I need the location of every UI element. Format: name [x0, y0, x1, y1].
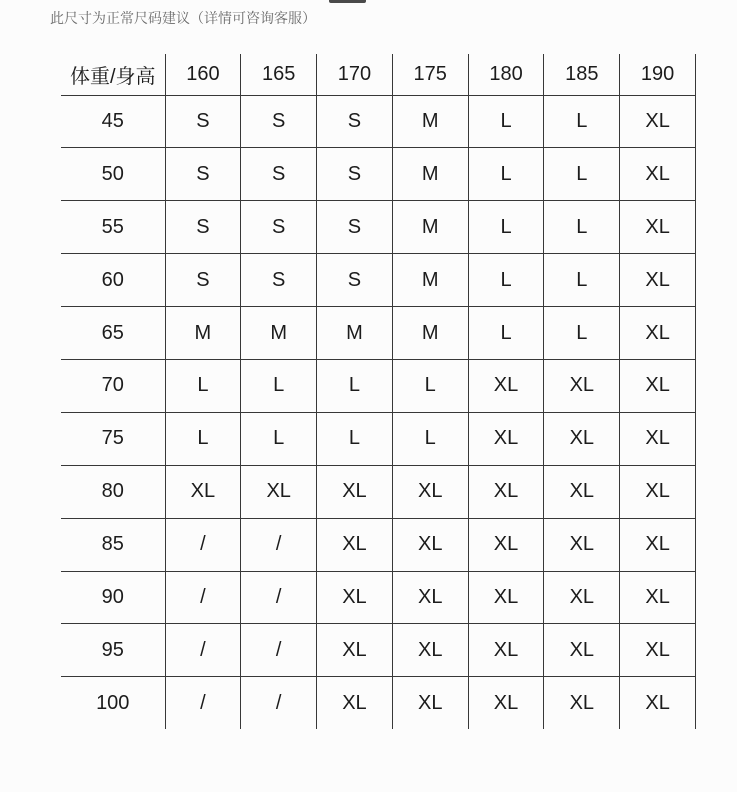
size-cell: XL: [317, 571, 393, 624]
size-cell: XL: [620, 254, 696, 307]
size-cell: XL: [317, 677, 393, 729]
size-cell: M: [392, 95, 468, 148]
weight-label-cell: 85: [61, 518, 165, 571]
size-cell: L: [241, 412, 317, 465]
size-cell: L: [468, 95, 544, 148]
size-cell: XL: [544, 465, 620, 518]
size-cell: /: [165, 677, 241, 729]
weight-label-cell: 60: [61, 254, 165, 307]
size-cell: XL: [392, 571, 468, 624]
table-row: [61, 412, 696, 465]
size-cell: XL: [544, 412, 620, 465]
size-cell: S: [241, 201, 317, 254]
size-cell: XL: [392, 465, 468, 518]
size-cell: L: [392, 412, 468, 465]
size-cell: /: [241, 518, 317, 571]
size-cell: XL: [165, 465, 241, 518]
height-header-cell: 180: [468, 54, 544, 95]
size-cell: L: [468, 148, 544, 201]
size-cell: L: [544, 254, 620, 307]
size-cell: XL: [468, 359, 544, 412]
size-cell: S: [165, 148, 241, 201]
weight-label-cell: 55: [61, 201, 165, 254]
weight-label-cell: 50: [61, 148, 165, 201]
table-row: [61, 571, 696, 624]
height-header-cell: 160: [165, 54, 241, 95]
size-cell: XL: [620, 571, 696, 624]
size-cell: S: [241, 254, 317, 307]
size-cell: L: [544, 95, 620, 148]
size-cell: M: [165, 307, 241, 360]
table-row: [61, 359, 696, 412]
height-header-cell: 170: [317, 54, 393, 95]
size-cell: M: [241, 307, 317, 360]
size-cell: L: [165, 412, 241, 465]
size-cell: /: [241, 677, 317, 729]
size-cell: M: [392, 254, 468, 307]
size-cell: XL: [468, 518, 544, 571]
size-cell: XL: [620, 359, 696, 412]
size-cell: XL: [620, 95, 696, 148]
size-cell: XL: [620, 201, 696, 254]
size-cell: XL: [317, 518, 393, 571]
size-cell: XL: [468, 571, 544, 624]
size-cell: XL: [544, 677, 620, 729]
size-cell: XL: [241, 465, 317, 518]
size-cell: XL: [620, 624, 696, 677]
size-cell: XL: [392, 677, 468, 729]
size-cell: L: [317, 412, 393, 465]
size-cell: XL: [544, 359, 620, 412]
size-cell: XL: [317, 465, 393, 518]
height-header-cell: 190: [620, 54, 696, 95]
table-row: [61, 148, 696, 201]
cropped-element-bar: [329, 0, 366, 3]
height-header-cell: 185: [544, 54, 620, 95]
weight-label-cell: 45: [61, 95, 165, 148]
header-row: [61, 54, 696, 95]
size-cell: XL: [620, 412, 696, 465]
size-cell: XL: [468, 624, 544, 677]
size-cell: /: [165, 571, 241, 624]
size-cell: /: [165, 518, 241, 571]
size-cell: XL: [544, 624, 620, 677]
height-header-cell: 175: [392, 54, 468, 95]
size-cell: /: [241, 624, 317, 677]
size-cell: M: [392, 201, 468, 254]
size-cell: XL: [468, 412, 544, 465]
size-cell: L: [544, 201, 620, 254]
size-cell: S: [165, 201, 241, 254]
size-cell: XL: [544, 518, 620, 571]
table-row: [61, 95, 696, 148]
size-cell: XL: [544, 571, 620, 624]
size-cell: XL: [620, 307, 696, 360]
size-cell: XL: [620, 677, 696, 729]
size-cell: L: [317, 359, 393, 412]
size-cell: XL: [392, 624, 468, 677]
weight-label-cell: 75: [61, 412, 165, 465]
size-cell: /: [165, 624, 241, 677]
size-cell: S: [165, 95, 241, 148]
weight-label-cell: 100: [61, 677, 165, 729]
size-cell: XL: [468, 677, 544, 729]
size-cell: L: [468, 254, 544, 307]
size-cell: L: [544, 148, 620, 201]
size-cell: S: [317, 95, 393, 148]
size-cell: /: [241, 571, 317, 624]
size-cell: S: [165, 254, 241, 307]
size-cell: XL: [468, 465, 544, 518]
table-row: [61, 624, 696, 677]
size-cell: M: [392, 307, 468, 360]
corner-header-cell: 体重/身高: [61, 54, 165, 95]
size-cell: M: [317, 307, 393, 360]
size-notice-text: 此尺寸为正常尺码建议（详情可咨询客服）: [50, 10, 316, 26]
size-cell: S: [317, 148, 393, 201]
weight-label-cell: 95: [61, 624, 165, 677]
table-row: [61, 307, 696, 360]
size-cell: S: [241, 95, 317, 148]
size-cell: L: [241, 359, 317, 412]
size-cell: XL: [620, 148, 696, 201]
size-cell: L: [392, 359, 468, 412]
table-body: [61, 95, 696, 729]
size-cell: XL: [317, 624, 393, 677]
size-cell: L: [544, 307, 620, 360]
table-row: [61, 518, 696, 571]
size-cell: S: [317, 201, 393, 254]
size-cell: L: [165, 359, 241, 412]
size-cell: L: [468, 307, 544, 360]
size-cell: XL: [620, 518, 696, 571]
height-header-cell: 165: [241, 54, 317, 95]
table-row: [61, 201, 696, 254]
size-cell: S: [241, 148, 317, 201]
size-cell: XL: [620, 465, 696, 518]
size-cell: M: [392, 148, 468, 201]
weight-label-cell: 80: [61, 465, 165, 518]
table-row: [61, 254, 696, 307]
size-cell: XL: [392, 518, 468, 571]
size-cell: S: [317, 254, 393, 307]
table-row: [61, 677, 696, 729]
weight-label-cell: 90: [61, 571, 165, 624]
table-row: [61, 465, 696, 518]
size-chart-table: [61, 54, 696, 729]
size-cell: L: [468, 201, 544, 254]
weight-label-cell: 65: [61, 307, 165, 360]
weight-label-cell: 70: [61, 359, 165, 412]
